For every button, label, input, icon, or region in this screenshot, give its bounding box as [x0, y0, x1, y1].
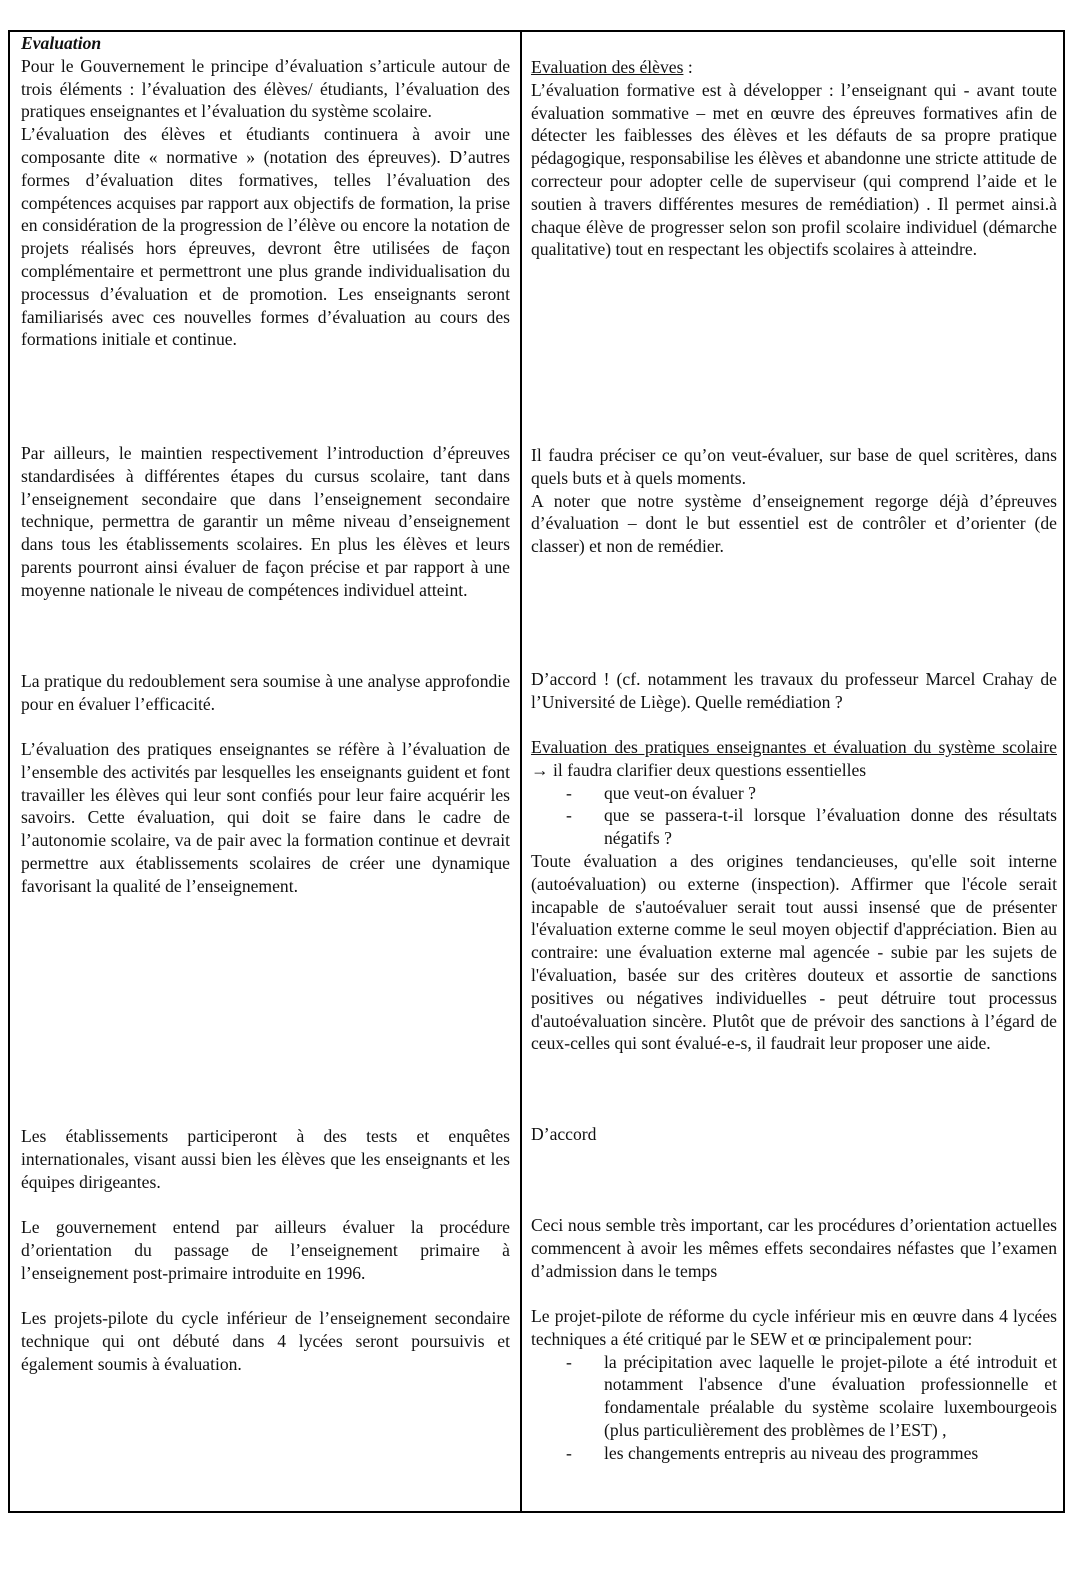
left-paragraph: Par ailleurs, le maintien respectivement l’introduction d’épreuves standardisées à différentes étapes du cursus scolaire, tant dans l’enseignement secondaire que dans l’enseignement secondaire technique, permettra de garantir un même niveau d’enseignement dans tous les établissements scolaires. En plus les élèves et leurs parents pourront ainsi évaluer de façon précise et par rapport à une moyenne nationale le niveau de compétences individuel atteint.	[21, 443, 510, 600]
subheading: Evaluation des élèves	[531, 57, 684, 77]
left-paragraph: Les projets-pilote du cycle inférieur de l’enseignement secondaire technique qui ont débuté dans 4 lycées seront poursuivis et également soumis à évaluation.	[21, 1308, 510, 1374]
right-block-4: Evaluation des pratiques enseignantes et évaluation du système scolaire → il faudra clarifier deux questions essentielles - que veut-on évaluer ? - que se passera-t-il lorsque l’évaluation donne des résultats négatifs ? Toute évaluation a des origines tendancieuses, qu'elle soit interne (autoévaluation) ou externe (inspection). Affirmer que l'école serait incapable de s'autoévaluer serait tout aussi insensé que de présenter l'évaluation externe comme le seul moyen objectif d'appréciation. Bien au contraire: une évaluation externe mal agencée - subie par les sujets de l'évaluation, basée sur des critères douteux et assortie de sanctions positives ou négatives individuelles - peut détruire tout processus d'autoévaluation sincère. Plutôt que de prévoir des sanctions à l’égard de ceux-celles qui sont évalué-e-s, il faudrait leur proposer une aide.	[531, 736, 1057, 1055]
list-item: - que veut-on évaluer ?	[604, 782, 1057, 805]
right-paragraph: L’évaluation formative est à développer : l’enseignant qui - avant toute évaluation sommative – met en œuvre des épreuves formatives afin de détecter les faiblesses des élèves et les défauts de sa propre pratique pédagogique, responsabilise les élèves et abandonne une stricte attitude de correcteur pour adopter celle de superviseur (qui comprend l’aide et le soutien à travers différentes mesures de remédiation) . Il permet ainsi.à chaque élève de progresser selon son profil scolaire individuel (démarche qualitative) tout en respectant les objectifs scolaires à atteindre.	[531, 79, 1057, 260]
subheading: Evaluation des pratiques enseignantes et évaluation du système scolaire	[531, 737, 1057, 757]
left-paragraph: Les établissements participeront à des tests et enquêtes internationales, visant aussi bien les élèves que les enseignants et les équipes dirigeantes.	[21, 1126, 510, 1192]
question-list	[531, 782, 1057, 850]
right-block-2	[531, 444, 1057, 558]
list-item: - que se passera-t-il lorsque l’évaluation donne des résultats négatifs ?	[604, 804, 1057, 850]
column-divider	[520, 32, 522, 1511]
list-item: - la précipitation avec laquelle le projet-pilote a été introduit et notamment l'absence d'une évaluation professionnelle et fondamentale préalable du système scolaire luxembourgeois (plus particulièrement des problèmes de l’EST) ,	[604, 1351, 1057, 1442]
right-block-3	[531, 668, 1057, 714]
list-item: - les changements entrepris au niveau des programmes	[604, 1442, 1057, 1465]
right-block-1: Evaluation des élèves : L’évaluation formative est à développer : l’enseignant qui - avant toute évaluation sommative – met en œuvre des épreuves formatives afin de détecter les faiblesses des élèves et les défauts de sa propre pratique pédagogique, responsabilise les élèves et abandonne une stricte attitude de correcteur pour adopter celle de superviseur (qui comprend l’aide et le soutien à travers différentes mesures de remédiation) . Il permet ainsi.à chaque élève de progresser selon son profil scolaire individuel (démarche qualitative) tout en respectant les objectifs scolaires à atteindre.	[531, 57, 1057, 260]
left-block-2	[21, 442, 510, 602]
right-block-7	[531, 1305, 1057, 1465]
left-paragraph: La pratique du redoublement sera soumise à une analyse approfondie pour en évaluer l’efficacité.	[21, 671, 510, 714]
left-block-5	[21, 1125, 510, 1193]
right-block-5	[531, 1123, 1057, 1146]
right-paragraph: Toute évaluation a des origines tendancieuses, qu'elle soit interne (autoévaluation) ou externe (inspection). Affirmer que l'école serait incapable de s'autoévaluer serait tout aussi insensé que de présenter l'évaluation externe comme le seul moyen objectif d'appréciation. Bien au contraire: une évaluation externe mal agencée - subie par les sujets de l'évaluation, basée sur des critères douteux et assortie de sanctions positives ou négatives individuelles - peut détruire tout processus d'autoévaluation sincère. Plutôt que de prévoir des sanctions à l’égard de ceux-celles qui sont évalué-e-s, il faudrait leur proposer une aide.	[531, 850, 1057, 1054]
right-paragraph: Il faudra préciser ce qu’on veut-évaluer, sur base de quel scritères, dans quels buts et à quels moments.	[531, 445, 1057, 488]
left-paragraph: L’évaluation des élèves et étudiants continuera à avoir une composante dite « normative » (notation des épreuves). D’autres formes d’évaluation dites formatives, telles l’évaluation des compétences acquises par rapport aux objectifs de formation, la prise en considération de la progression de l’élève ou encore la notation de projets réalisés hors épreuves, devront être utilisées de façon complémentaire et permettront une plus grande individualisation du processus d’évaluation et de promotion. Les enseignants seront familiarisés avec ces nouvelles formes d’évaluation au cours des formations initiale et continue.	[21, 124, 510, 350]
section-heading: Evaluation	[21, 33, 102, 53]
right-paragraph: Le projet-pilote de réforme du cycle inférieur mis en œuvre dans 4 lycées techniques a été critiqué par le SEW et œ principalement pour:	[531, 1306, 1057, 1349]
left-block-6	[21, 1216, 510, 1284]
left-block-1	[21, 32, 510, 351]
left-paragraph: Pour le Gouvernement le principe d’évaluation s’articule autour de trois éléments : l’évaluation des élèves/ étudiants, l’évaluation des pratiques enseignantes et l’évaluation du système scolaire.	[21, 55, 510, 122]
left-block-7	[21, 1307, 510, 1375]
left-block-3	[21, 670, 510, 716]
right-block-6	[531, 1214, 1057, 1282]
arrow-icon: →	[531, 759, 553, 780]
left-paragraph: Le gouvernement entend par ailleurs évaluer la procédure d’orientation du passage de l’enseignement primaire à l’enseignement post-primaire introduite en 1996.	[21, 1217, 510, 1283]
right-paragraph: A noter que notre système d’enseignement regorge déjà d’épreuves d’évaluation – dont le but essentiel est de contrôler et d’orienter (de classer) et non de remédier.	[531, 490, 1057, 557]
right-paragraph: D’accord ! (cf. notamment les travaux du professeur Marcel Crahay de l’Université de Liège). Quelle remédiation ?	[531, 669, 1057, 712]
comparison-table	[8, 30, 1065, 1513]
criticism-list	[531, 1351, 1057, 1465]
left-block-4	[21, 738, 510, 898]
left-paragraph: L’évaluation des pratiques enseignantes se réfère à l’évaluation de l’ensemble des activités par lesquelles les enseignants guident et font travailler les élèves qui leur sont confiés pour leur faire acquérir les savoirs. Cette évaluation, qui doit se faire dans le cadre de l’autonomie scolaire, va de pair avec la formation continue et devrait permettre aux établissements scolaires de créer une dynamique favorisant la qualité de l’enseignement.	[21, 739, 510, 896]
right-paragraph: D’accord	[531, 1124, 597, 1144]
right-paragraph: Ceci nous semble très important, car les procédures d’orientation actuelles commencent à avoir les mêmes effets secondaires néfastes que l’examen d’admission dans le temps	[531, 1215, 1057, 1281]
